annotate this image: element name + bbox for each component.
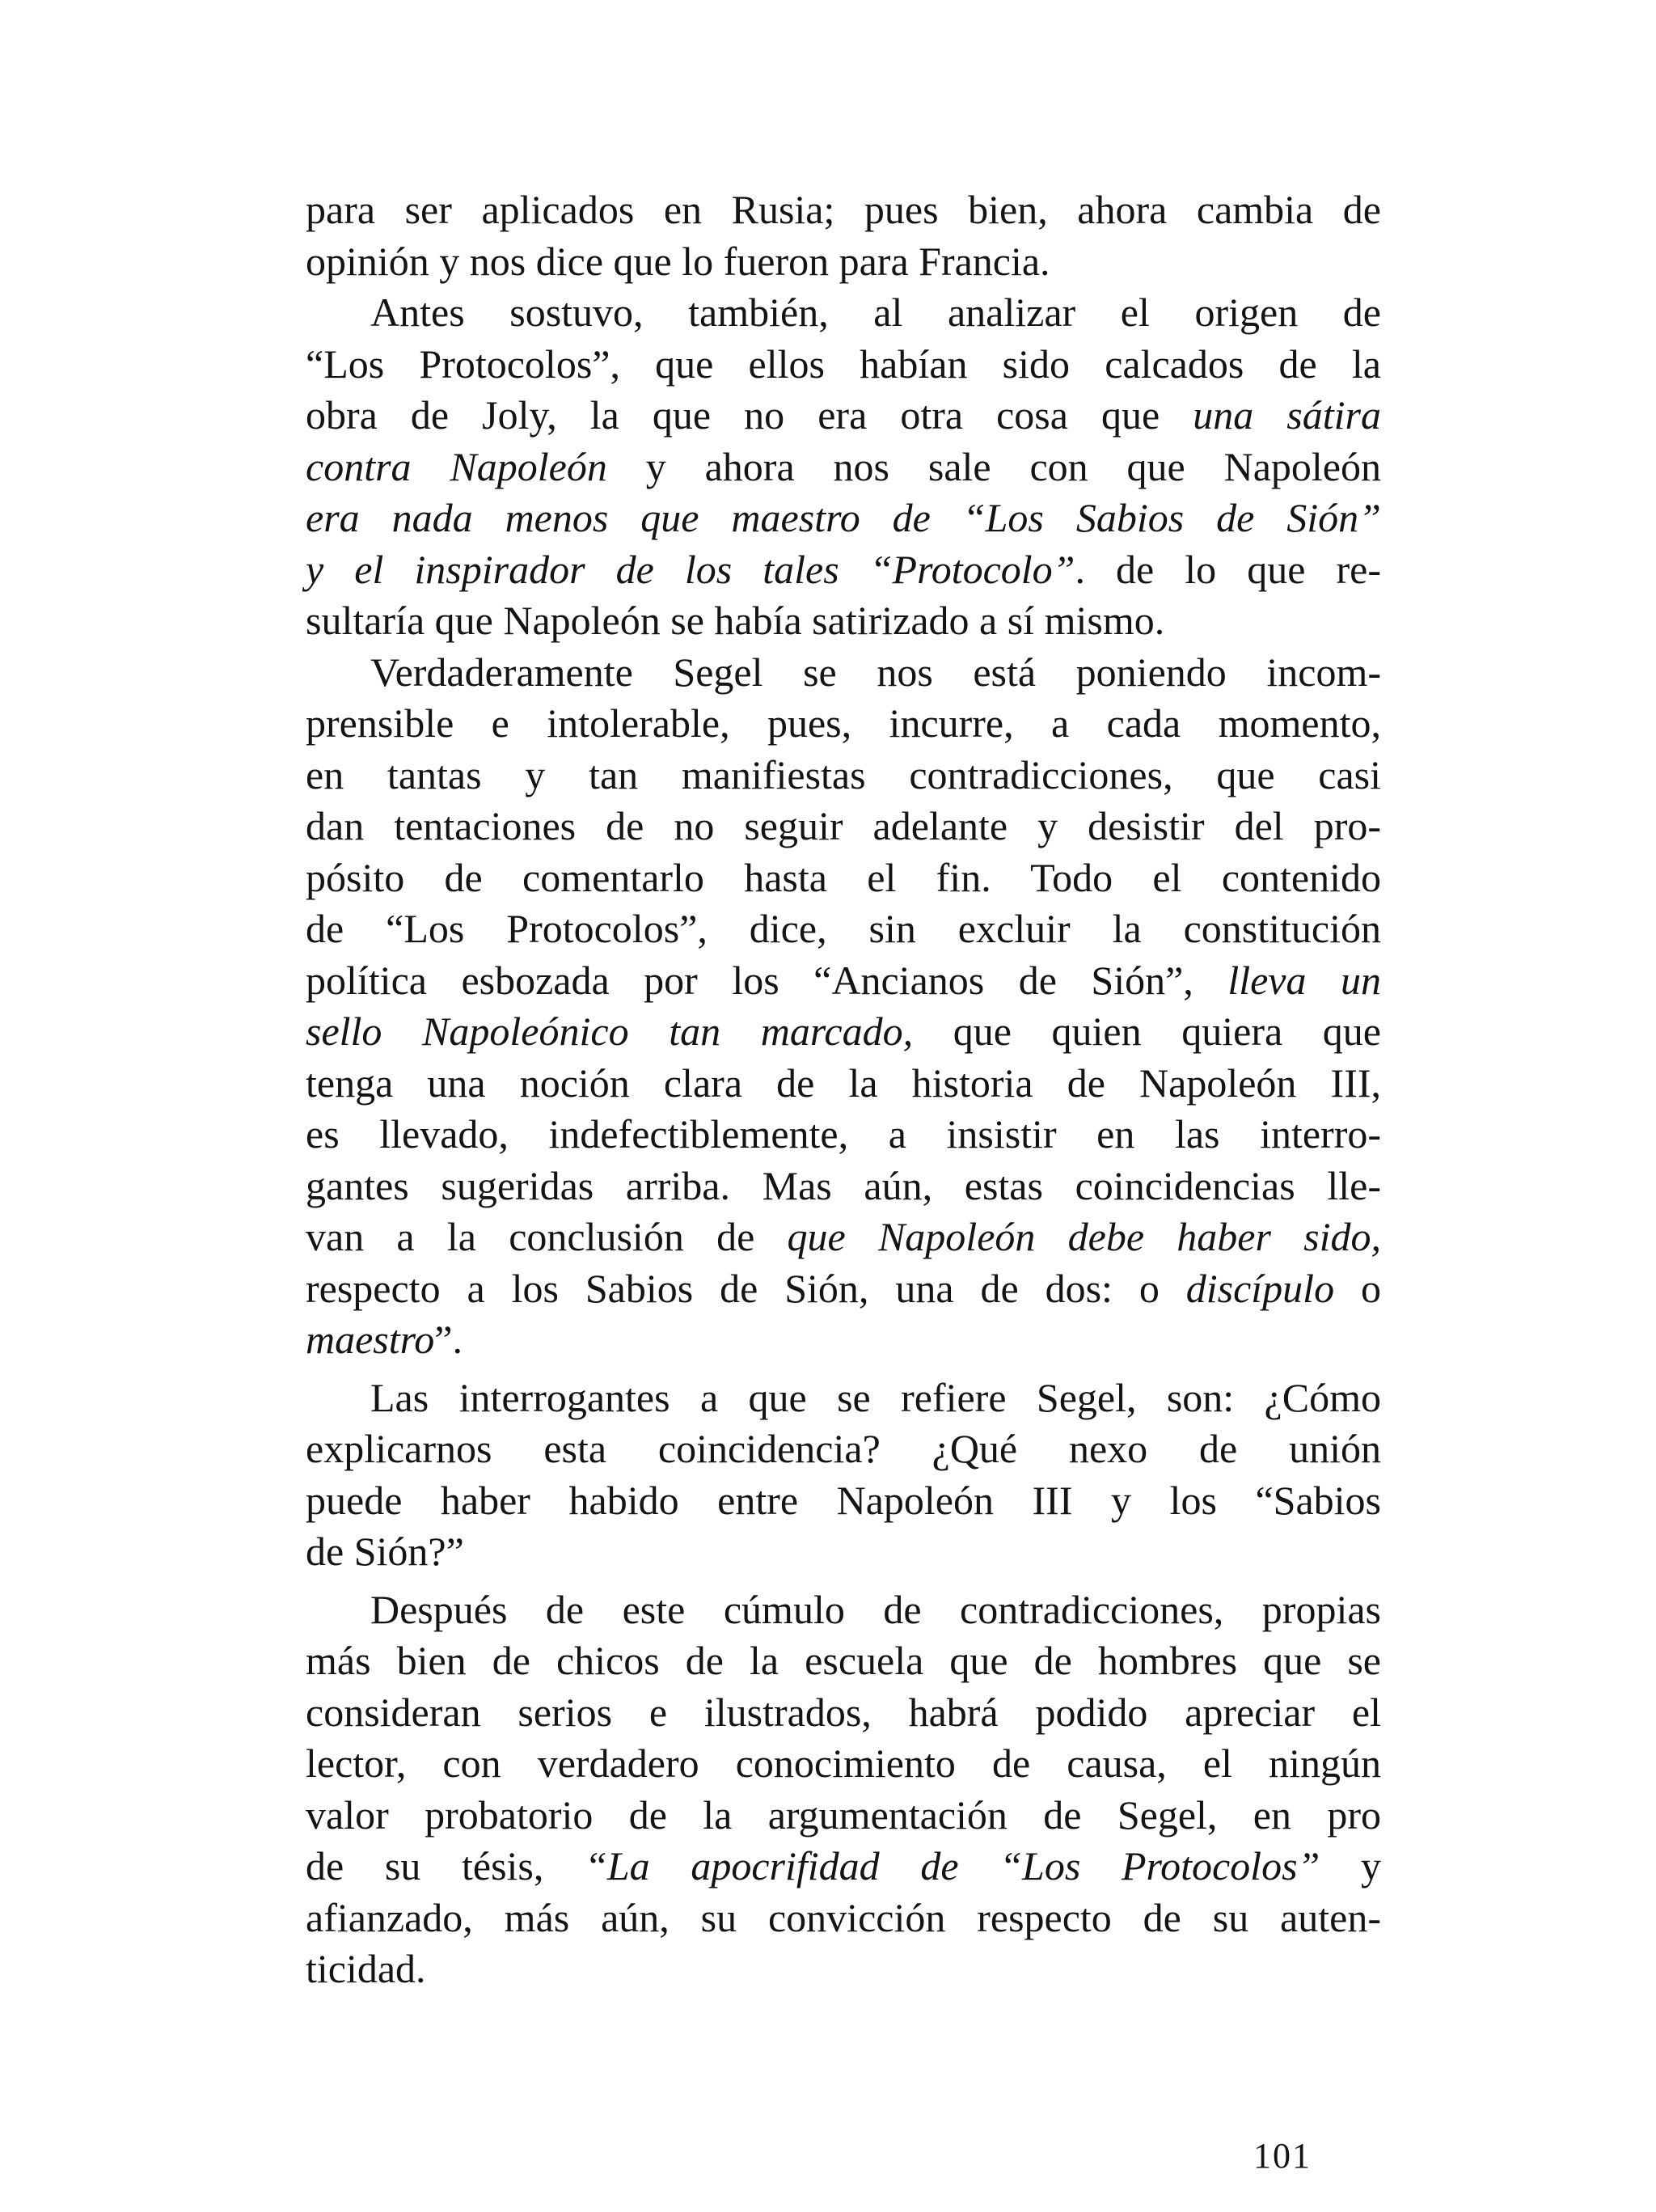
text-line [306,1738,1381,1790]
line-text: dan tentaciones de no seguir adelante y desistir del pro- [306,803,1381,848]
line-text: Antes sostuvo, también, al analizar el origen de [370,290,1381,335]
body-text [306,184,1381,1995]
italic-text: que Napoleón debe haber sido, [787,1214,1381,1259]
text-line [306,442,1381,493]
text-line [306,236,1381,288]
line-text: de su tésis, [306,1843,585,1888]
text-line [306,647,1381,699]
text-line [306,1943,1381,1995]
text-line [306,1841,1381,1893]
line-text: ”. [434,1317,463,1362]
line-text: gantes sugeridas arriba. Mas aún, estas coincidencias lle- [306,1162,1381,1208]
italic-text: era nada menos que maestro de “Los Sabios de Sión” [306,495,1381,540]
text-line [306,493,1381,544]
text-line [306,339,1381,391]
italic-text: lleva un [1227,957,1381,1003]
text-line [306,1109,1381,1161]
line-text: Después de este cúmulo de contradicciones, propias [370,1586,1381,1632]
text-line [306,184,1381,236]
line-text: “Los Protocolos”, que ellos habían sido calcados de la [306,340,1381,387]
text-line [306,955,1381,1007]
text-line [306,1475,1381,1527]
line-text: y [1320,1843,1382,1888]
line-text: Verdaderamente Segel se nos está poniendo incom- [370,649,1381,695]
line-text: y ahora nos sale con que Napoleón [606,443,1381,489]
italic-text: maestro [306,1317,435,1362]
line-text: Las interrogantes a que se refiere Segel, son: ¿Cómo [370,1374,1381,1420]
line-text: en tantas y tan manifiestas contradicciones, que casi [306,751,1381,797]
text-line [306,544,1381,596]
line-text: obra de Joly, la que no era otra cosa que [306,392,1193,438]
line-text: pósito de comentarlo hasta el fin. Todo el contenido [306,854,1381,900]
text-line [306,1790,1381,1842]
paragraph-gap [306,1578,1381,1584]
text-line [306,1584,1381,1636]
line-text: que quien quiera que [913,1009,1381,1054]
text-line [306,1161,1381,1212]
page-number: 101 [1253,2136,1312,2176]
text-line [306,287,1381,339]
text-line [306,1893,1381,1944]
text-line [306,1314,1381,1366]
line-text: lector, con verdadero conocimiento de causa, el ningún [306,1740,1381,1786]
text-line [306,1263,1381,1315]
text-line [306,1635,1381,1687]
line-text: de “Los Protocolos”, dice, sin excluir la constitución [306,906,1381,951]
italic-text: discípulo [1185,1265,1335,1311]
line-text: explicarnos esta coincidencia? ¿Qué nexo de unión [306,1426,1381,1471]
text-line [306,1058,1381,1110]
line-text: de Sión?” [306,1529,464,1574]
line-text: política esbozada por los “Ancianos de Sión”, [306,957,1228,1003]
line-text: es llevado, indefectiblemente, a insistir en las interro- [306,1111,1381,1157]
line-text: opinión y nos dice que lo fueron para Francia. [306,238,1050,284]
text-line [306,1526,1381,1578]
text-line [306,1687,1381,1739]
line-text: tenga una noción clara de la historia de Napoleón III, [306,1059,1381,1106]
text-line [306,698,1381,750]
text-line [306,390,1381,442]
line-text: para ser aplicados en Rusia; pues bien, ahora cambia de [306,187,1381,232]
italic-text: “La apocrifidad de “Los Protocolos” [585,1843,1320,1888]
text-line [306,1423,1381,1475]
line-text: afianzado, más aún, su convicción respecto de su auten- [306,1894,1381,1940]
text-line [306,1212,1381,1263]
text-line [306,595,1381,647]
text-line [306,801,1381,852]
text-line [306,1006,1381,1058]
line-text: o [1334,1265,1381,1311]
line-text: van a la conclusión de [306,1214,788,1259]
italic-text: una sátira [1193,392,1382,438]
line-text: más bien de chicos de la escuela que de hombres que se [306,1638,1381,1683]
text-line [306,1372,1381,1424]
paragraph-gap [306,1366,1381,1372]
line-text: sultaría que Napoleón se había satirizado a sí mismo. [306,598,1165,643]
text-line [306,903,1381,955]
line-text: ticidad. [306,1946,426,1991]
line-text: puede haber habido entre Napoleón III y los “Sabios [306,1477,1381,1523]
line-text: respecto a los Sabios de Sión, una de dos: o [306,1265,1186,1311]
line-text: . de lo que re- [1075,546,1381,592]
italic-text: sello Napoleónico tan marcado, [306,1009,914,1054]
line-text: prensible e intolerable, pues, incurre, a cada momento, [306,700,1381,746]
text-line [306,852,1381,904]
line-text: valor probatorio de la argumentación de Segel, en pro [306,1791,1381,1838]
line-text: consideran serios e ilustrados, habrá podido apreciar el [306,1689,1381,1735]
italic-text: y el inspirador de los tales “Protocolo” [306,546,1075,592]
text-line [306,750,1381,801]
italic-text: contra Napoleón [306,443,607,489]
